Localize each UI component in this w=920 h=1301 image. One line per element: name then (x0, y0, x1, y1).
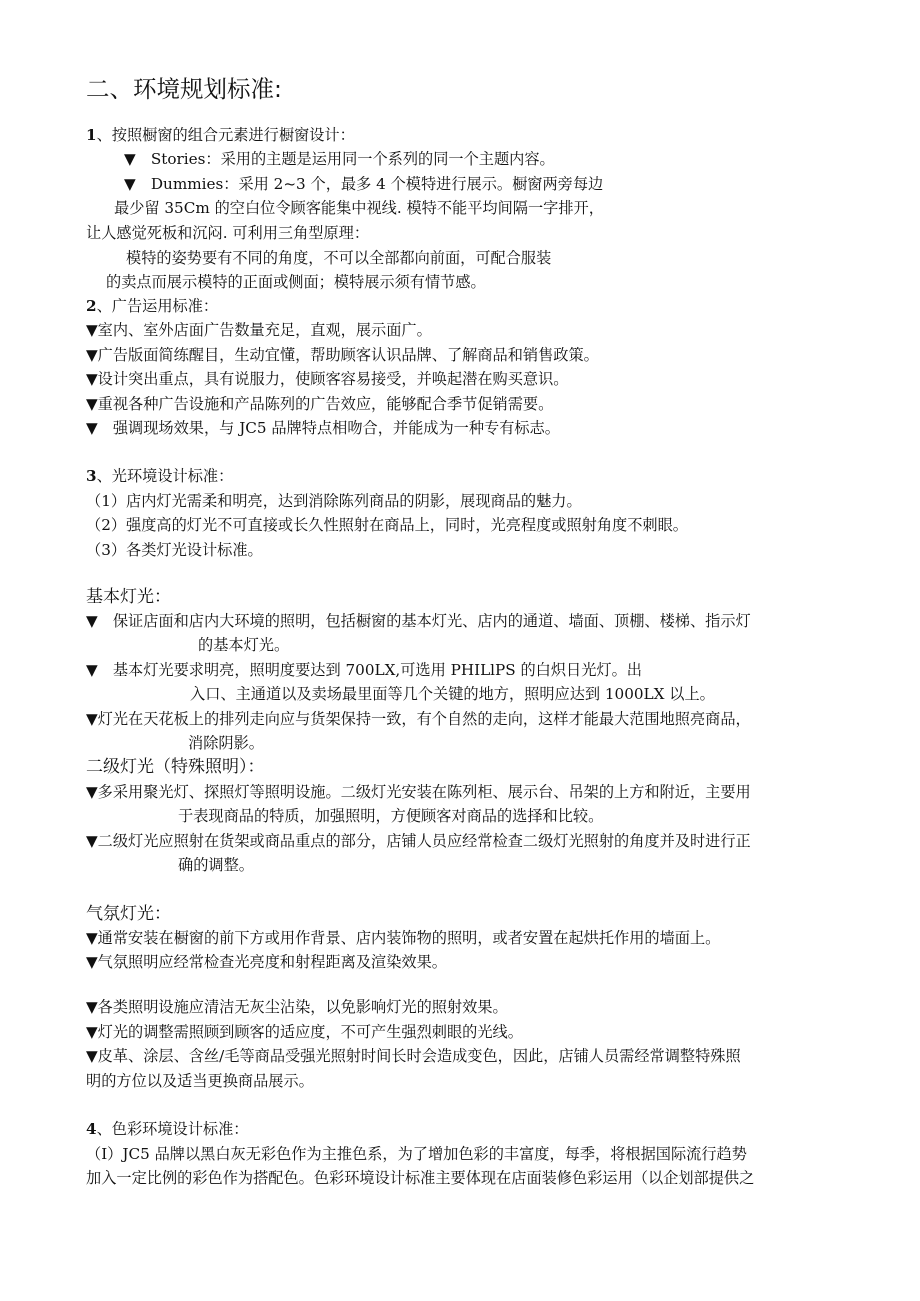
stories-item: ▼ Stories：采用的主题是运用同一个系列的同一个主题内容。 (124, 150, 555, 168)
section-1-heading-text: 、按照橱窗的组合元素进行橱窗设计： (96, 126, 355, 144)
secondary-item-1-line-2: 于表现商品的特质，加强照明，方便顾客对商品的选择和比较。 (178, 807, 604, 825)
ad-item: ▼ 强调现场效果，与 JC5 品牌特点相吻合，并能成为一种专有标志。 (86, 419, 560, 437)
color-paragraph-line-1: （I）JC5 品牌以黑白灰无彩色作为主推色系，为了增加色彩的丰富度，每季，将根据国际流行趋势 (86, 1145, 747, 1163)
light-item: （3）各类灯光设计标准。 (86, 541, 263, 559)
section-3-number: 3 (86, 467, 97, 485)
basic-lighting-title: 基本灯光： (86, 587, 171, 607)
dummies-item-line-3: 让人感觉死板和沉闷. 可利用三角型原理： (86, 224, 370, 242)
section-1-number: 1 (86, 126, 97, 144)
ad-item: ▼设计突出重点，具有说服力，使顾客容易接受，并唤起潜在购买意识。 (86, 370, 569, 388)
dummies-item-line-1: ▼ Dummies：采用 2~3 个，最多 4 个模特进行展示。橱窗两旁每边 (124, 175, 604, 193)
ambient-item: ▼通常安装在橱窗的前下方或用作背景、店内装饰物的照明，或者安置在起烘托作用的墙面上。 (86, 929, 721, 947)
basic-item-2-line-1: ▼ 基本灯光要求明亮，照明度要达到 700LX,可选用 PHILlPS 的白炽日光灯。出 (86, 661, 642, 679)
section-4-heading (86, 1122, 248, 1137)
secondary-lighting-title: 二级灯光（特殊照明）： (86, 757, 265, 777)
color-paragraph-line-2: 加入一定比例的彩色作为搭配色。色彩环境设计标准主要体现在店面装修色彩运用（以企划部提供之 (86, 1169, 755, 1187)
section-2-heading-text: 、广告运用标准： (96, 297, 219, 315)
light-item: （2）强度高的灯光不可直接或长久性照射在商品上，同时，光亮程度或照射角度不刺眼。 (86, 516, 688, 534)
section-3-heading-text: 、光环境设计标准： (96, 467, 234, 485)
section-1-heading (86, 128, 355, 143)
ad-item: ▼室内、室外店面广告数量充足，直观，展示面广。 (86, 321, 432, 339)
light-item: （1）店内灯光需柔和明亮，达到消除陈列商品的阴影，展现商品的魅力。 (86, 492, 582, 510)
general-item-3-line-1: ▼皮革、涂层、含丝/毛等商品受强光照射时间长时会造成变色，因此，店铺人员需经常调整特殊照 (86, 1047, 741, 1065)
pose-paragraph-line-1: 模特的姿势要有不同的角度，不可以全部都向前面，可配合服装 (126, 249, 552, 267)
ad-item: ▼重视各种广告设施和产品陈列的广告效应，能够配合季节促销需要。 (86, 395, 554, 413)
secondary-item-1-line-1: ▼多采用聚光灯、探照灯等照明设施。二级灯光安装在陈列柜、展示台、吊架的上方和附近，主要用 (86, 783, 751, 801)
general-item: ▼灯光的调整需照顾到顾客的适应度，不可产生强烈刺眼的光线。 (86, 1023, 523, 1041)
secondary-item-2-line-2: 确的调整。 (178, 856, 254, 874)
section-4-number: 4 (86, 1120, 97, 1138)
ambient-item: ▼气氛照明应经常检查光亮度和射程距离及渲染效果。 (86, 953, 447, 971)
basic-item-2-line-2: 入口、主通道以及卖场最里面等几个关键的地方，照明应达到 1000LX 以上。 (190, 685, 715, 703)
pose-paragraph-line-2: 的卖点而展示模特的正面或侧面；模特展示须有情节感。 (106, 273, 486, 291)
dummies-item-line-2: 最少留 35Cm 的空白位令顾客能集中视线. 模特不能平均间隔一字排开， (114, 199, 604, 217)
ad-item: ▼广告版面简练醒目，生动宜懂，帮助顾客认识品牌、了解商品和销售政策。 (86, 346, 599, 364)
basic-item-1-line-2: 的基本灯光。 (198, 636, 290, 654)
secondary-item-2-line-1: ▼二级灯光应照射在货架或商品重点的部分，店铺人员应经常检查二级灯光照射的角度并及时进行正 (86, 832, 751, 850)
ambient-lighting-title: 气氛灯光： (86, 904, 171, 924)
general-item-3-line-2: 明的方位以及适当更换商品展示。 (86, 1072, 314, 1090)
section-3-heading (86, 469, 233, 484)
page-title: 二、环境规划标准: (86, 75, 282, 103)
section-4-heading-text: 、色彩环境设计标准： (96, 1120, 249, 1138)
basic-item-1-line-1: ▼ 保证店面和店内大环境的照明，包括橱窗的基本灯光、店内的通道、墙面、顶棚、楼梯、指示灯 (86, 612, 751, 630)
section-2-heading (86, 299, 218, 314)
general-item: ▼各类照明设施应清洁无灰尘沾染，以免影响灯光的照射效果。 (86, 998, 508, 1016)
basic-item-3-line-1: ▼灯光在天花板上的排列走向应与货架保持一致，有个自然的走向，这样才能最大范围地照亮商品， (86, 710, 751, 728)
section-2-number: 2 (86, 297, 97, 315)
basic-item-3-line-2: 消除阴影。 (188, 734, 264, 752)
